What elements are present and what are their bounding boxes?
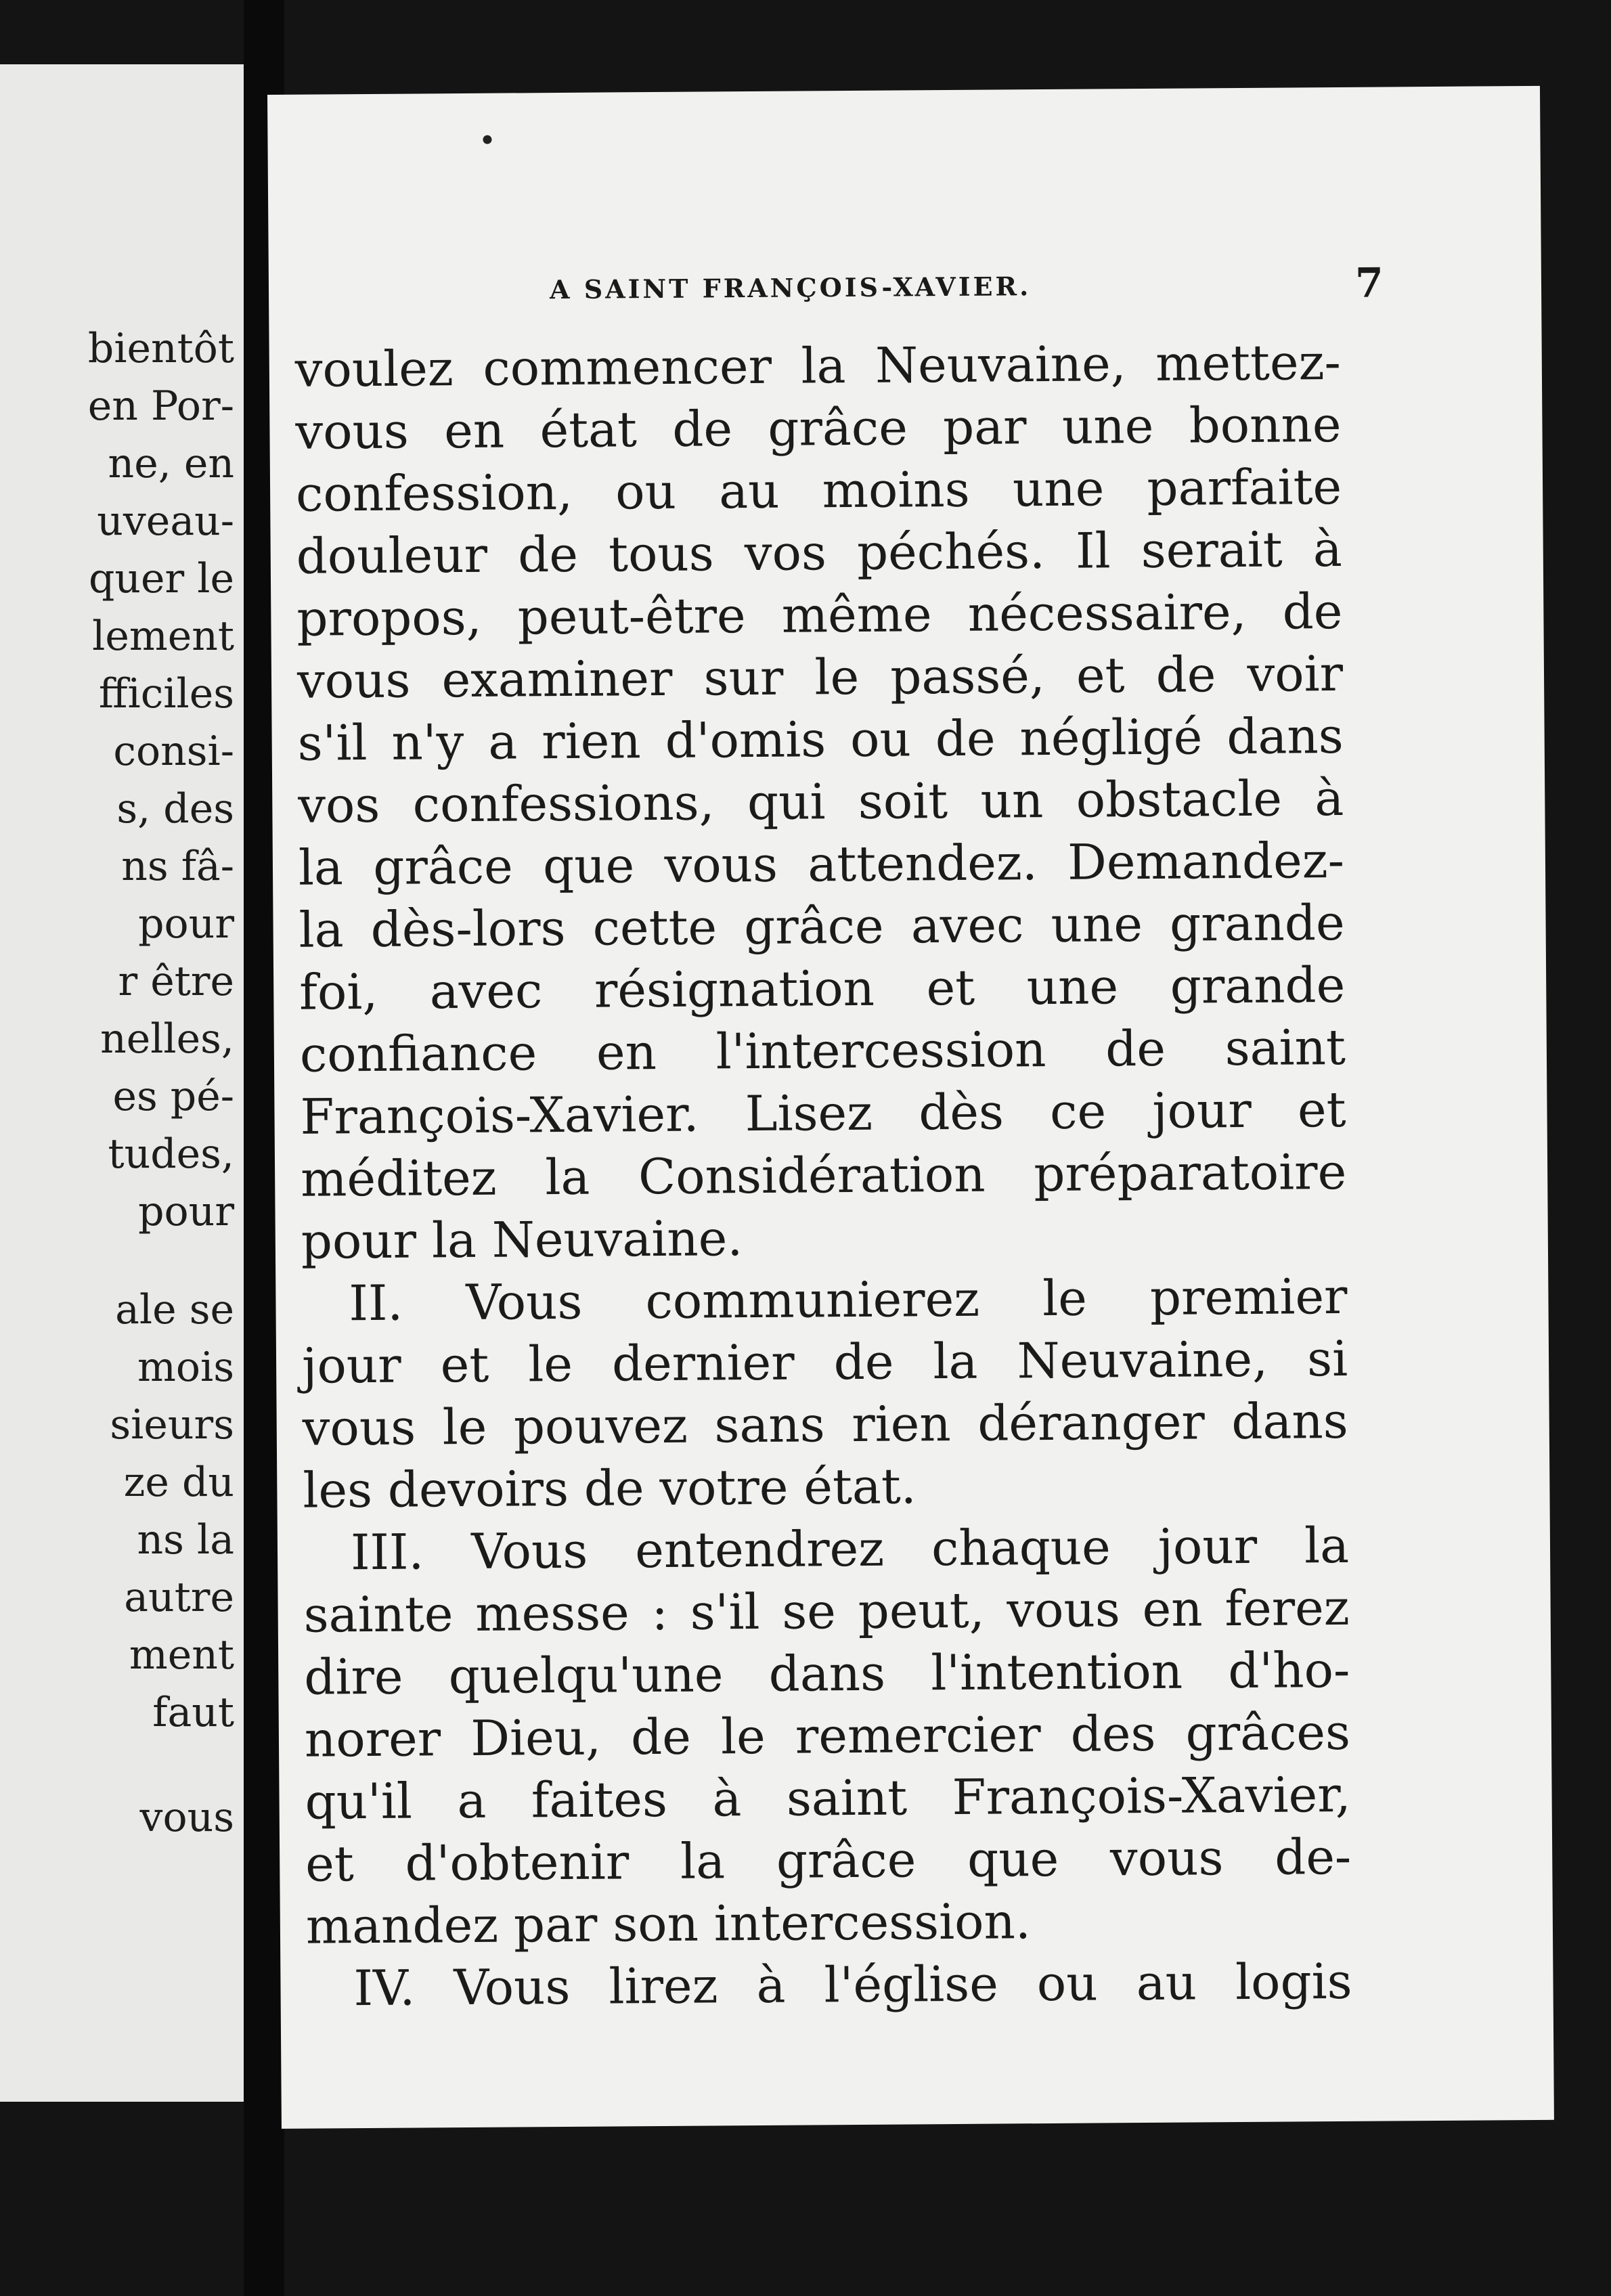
- left-page-fragment: vous: [139, 1794, 234, 1841]
- left-page-fragment: ale se: [115, 1286, 234, 1333]
- left-page-fragment: bientôt: [87, 325, 234, 372]
- left-page-fragment: es pé-: [112, 1073, 234, 1120]
- left-page-fragment: pour: [138, 1188, 234, 1235]
- left-page-fragment: ns fâ-: [121, 843, 234, 890]
- text-line: propos, peut-être même nécessaire, de: [296, 582, 1343, 647]
- left-page-fragment: s, des: [116, 785, 234, 833]
- left-page-fragment: faut: [152, 1689, 234, 1736]
- left-page-fragment: ze du: [123, 1459, 234, 1506]
- text-line: pour la Neuvaine.: [301, 1210, 743, 1270]
- text-line: mandez par son intercession.: [305, 1893, 1031, 1955]
- text-line: norer Dieu, de le remercier des grâces: [304, 1703, 1351, 1768]
- text-line: II. Vous communierez le premier: [349, 1267, 1348, 1332]
- left-page-fragment: en Por-: [87, 382, 234, 430]
- left-page-fragment: ne, en: [108, 440, 234, 487]
- left-page-fragment: pour: [138, 900, 234, 948]
- text-line: vous le pouvez sans rien déranger dans: [302, 1392, 1349, 1457]
- left-page-fragment: ment: [129, 1631, 234, 1679]
- left-page-fragment: sieurs: [110, 1401, 234, 1449]
- text-line: méditez la Considération préparatoire: [300, 1143, 1347, 1208]
- left-facing-page: [0, 64, 244, 2102]
- left-page-fragment: ns la: [137, 1516, 234, 1564]
- left-page-fragment: quer le: [88, 555, 234, 602]
- text-line: la grâce que vous attendez. Demandez-: [298, 831, 1345, 896]
- left-page-fragment: uveau-: [97, 498, 234, 545]
- text-line: IV. Vous lirez à l'église ou au logis: [353, 1952, 1352, 2017]
- left-page-fragment: lement: [92, 613, 234, 660]
- left-page-fragment: autre: [124, 1574, 234, 1621]
- running-head: A SAINT FRANÇOIS-XAVIER.: [549, 271, 1032, 305]
- text-line: douleur de tous vos péchés. Il serait à: [296, 520, 1343, 585]
- text-line: III. Vous entendrez chaque jour la: [350, 1516, 1350, 1581]
- text-line: jour et le dernier de la Neuvaine, si: [301, 1329, 1348, 1394]
- text-line: s'il n'y a rien d'omis ou de négligé dans: [297, 707, 1344, 772]
- text-line: dire quelqu'une dans l'intention d'ho-: [304, 1641, 1350, 1706]
- left-page-fragment: consi-: [113, 728, 234, 775]
- ink-dot: [483, 135, 491, 144]
- page-number: 7: [1354, 259, 1384, 307]
- left-page-fragment: r être: [118, 958, 234, 1005]
- text-line: qu'il a faites à saint François-Xavier,: [305, 1765, 1351, 1830]
- text-line: vous examiner sur le passé, et de voir: [296, 644, 1344, 709]
- text-line: François-Xavier. Lisez dès ce jour et: [300, 1080, 1346, 1145]
- left-page-fragment: fficiles: [98, 670, 234, 718]
- text-line: confession, ou au moins une parfaite: [295, 458, 1342, 523]
- right-page: [267, 86, 1554, 2129]
- text-line: les devoirs de votre état.: [303, 1457, 917, 1519]
- text-line: vous en état de grâce par une bonne: [295, 395, 1342, 460]
- text-line: et d'obtenir la grâce que vous de-: [305, 1828, 1352, 1893]
- text-line: vos confessions, qui soit un obstacle à: [298, 769, 1344, 834]
- left-page-fragment: tudes,: [108, 1130, 234, 1178]
- body-text: [295, 331, 1352, 2020]
- text-line: sainte messe : s'il se peut, vous en ferez: [303, 1578, 1350, 1643]
- text-line: foi, avec résignation et une grande: [299, 956, 1346, 1021]
- left-page-fragment: nelles,: [100, 1015, 234, 1063]
- left-page-fragment: mois: [137, 1344, 234, 1391]
- text-line: voulez commencer la Neuvaine, mettez-: [294, 333, 1342, 398]
- text-line: confiance en l'intercession de saint: [299, 1018, 1346, 1083]
- text-line: la dès-lors cette grâce avec une grande: [299, 893, 1345, 958]
